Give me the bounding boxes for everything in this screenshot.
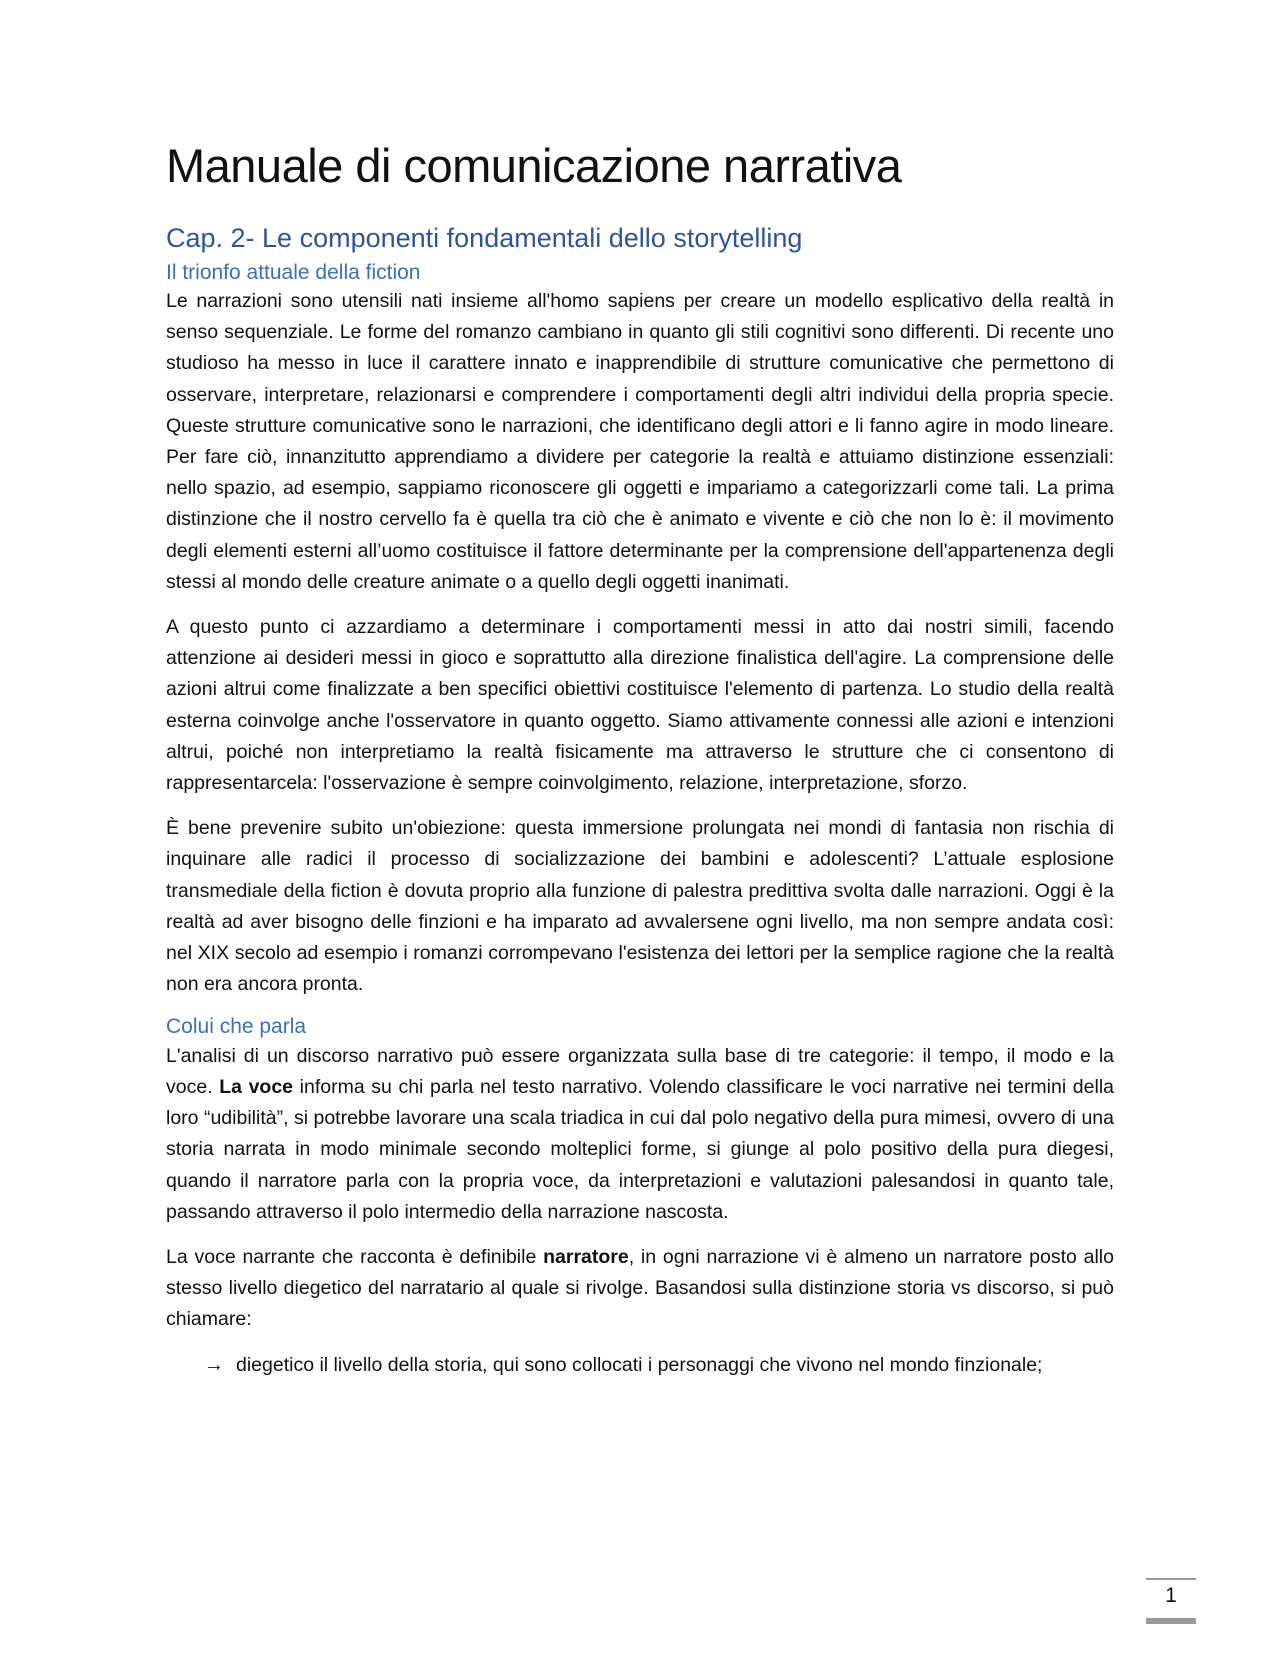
document-title: Manuale di comunicazione narrativa — [166, 139, 902, 192]
bold-term-la-voce: La voce — [219, 1075, 294, 1098]
arrow-right-icon: → — [204, 1353, 224, 1376]
bullet-list — [166, 1350, 1114, 1381]
paragraph — [166, 1242, 1114, 1336]
paragraph-text: informa su chi parla nel testo narrativo. Volendo classificare le voci narrative nei termini della loro “udibilità”, si potrebbe lavorare una scala triadica in cui dal polo negativo della pura mimesi, ovvero di una storia narrata in modo minimale secondo molteplici forme, si giunge al polo positivo della pura diegesi, quando il narratore parla con la propria voce, da interpretazioni e valutazioni palesandosi in quanto tale, passando attraverso il polo intermedio della narrazione nascosta. — [166, 1075, 1114, 1223]
paragraph-text: L'analisi di un discorso narrativo può essere organizzata sulla base di tre categorie: il tempo, il modo e la voce. — [166, 1044, 1114, 1098]
paragraph — [166, 1041, 1114, 1228]
page-number-box — [1146, 1578, 1196, 1624]
bold-term-narratore: narratore — [543, 1245, 629, 1268]
section-heading-colui-che-parla: Colui che parla — [166, 1015, 307, 1039]
paragraph: A questo punto ci azzardiamo a determinare i comportamenti messi in atto dai nostri simili, facendo attenzione ai desideri messi in gioco e soprattutto alla direzione finalistica dell'agire. La comprensione delle azioni altrui come finalizzate a ben specifici obiettivi costituisce l'elemento di partenza. Lo studio della realtà esterna coinvolge anche l'osservatore in quanto oggetto. Siamo attivamente connessi alle azioni e intenzioni altrui, poiché non interpretiamo la realtà fisicamente ma attraverso le strutture che ci consentono di rappresentarcela: l'osservazione è sempre coinvolgimento, relazione, interpretazione, sforzo. — [166, 616, 1114, 795]
document-page — [166, 140, 1114, 1381]
page-number: 1 — [1165, 1584, 1177, 1607]
section-heading-fiction: Il trionfo attuale della fiction — [166, 260, 421, 284]
paragraph: Le narrazioni sono utensili nati insieme all'homo sapiens per creare un modello esplicativo della realtà in senso sequenziale. Le forme del romanzo cambiano in quanto gli stili cognitivi sono differenti. Di recente uno studioso ha messo in luce il carattere innato e inapprendibile di strutture comunicative che permettono di osservare, interpretare, relazionarsi e comprendere i comportamenti degli altri individui della propria specie. Queste strutture comunicative sono le narrazioni, che identificano degli attori e li fanno agire in modo lineare. Per fare ciò, innanzitutto apprendiamo a dividere per categorie la realtà e attuiamo distinzione essenziali: nello spazio, ad esempio, sappiamo riconoscere gli oggetti e impariamo a categorizzarli come tali. La prima distinzione che il nostro cervello fa è quella tra ciò che è animato e vivente e ciò che non lo è: il movimento degli elementi esterni all’uomo costituisce il fattore determinante per la comprensione dell'appartenenza degli stessi al mondo delle creature animate o a quello degli oggetti inanimati. — [166, 289, 1114, 593]
paragraph-text: La voce narrante che racconta è definibile — [166, 1245, 544, 1268]
paragraph-text: , in ogni narrazione vi è almeno un narratore posto allo stesso livello diegetico del narratario al quale si rivolge. Basandosi sulla distinzione storia vs discorso, si può chiamare: — [166, 1245, 1114, 1331]
page-number-rule-bottom — [1146, 1618, 1196, 1624]
paragraph: È bene prevenire subito un'obiezione: questa immersione prolungata nei mondi di fantasia non rischia di inquinare alle radici il processo di socializzazione dei bambini e adolescenti? L’attuale esplosione transmediale della fiction è dovuta proprio alla funzione di palestra predittiva svolta dalle narrazioni. Oggi è la realtà ad aver bisogno delle finzioni e ha imparato ad avvalersene ogni livello, ma non sempre andata così: nel XIX secolo ad esempio i romanzi corrompevano l'esistenza dei lettori per la semplice ragione che la realtà non era ancora pronta. — [166, 817, 1114, 996]
chapter-heading: Cap. 2- Le componenti fondamentali dello storytelling — [166, 222, 803, 253]
bullet-item — [204, 1350, 1114, 1381]
bullet-text: diegetico il livello della storia, qui sono collocati i personaggi che vivono nel mondo finzionale; — [236, 1353, 1043, 1376]
page-number-rule-top — [1146, 1578, 1196, 1580]
